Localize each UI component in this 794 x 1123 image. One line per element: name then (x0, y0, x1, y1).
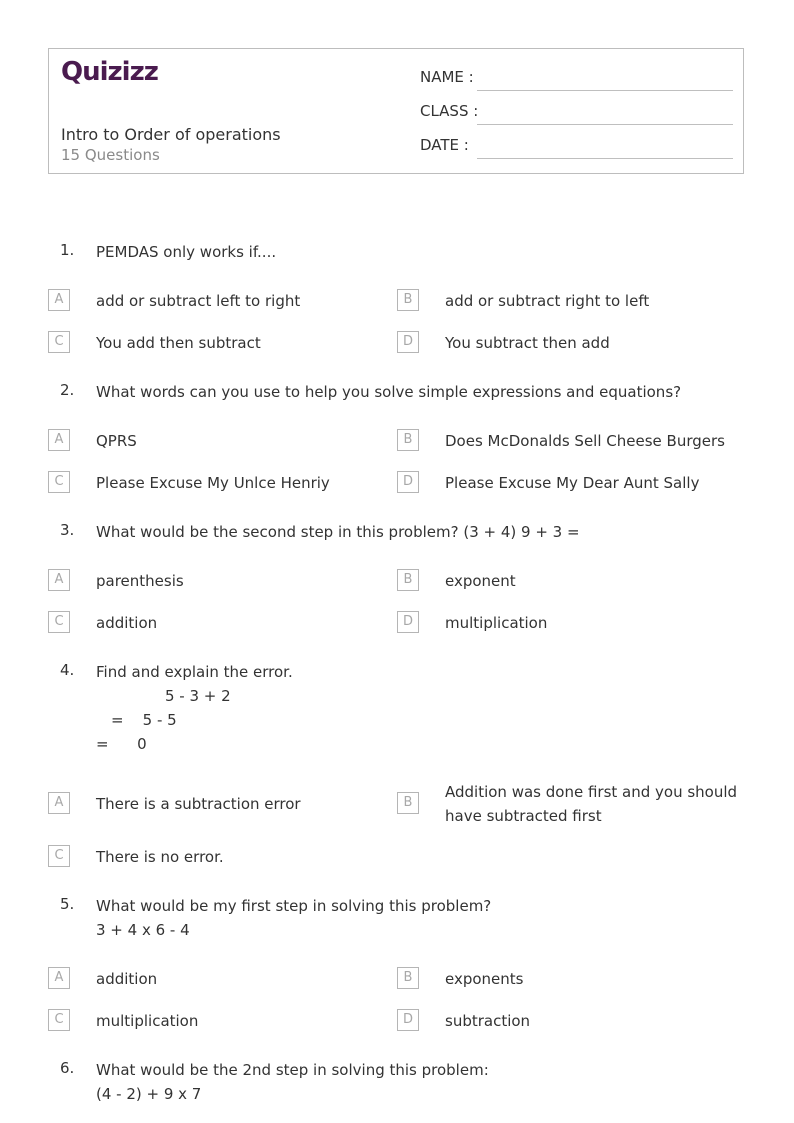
option-text: Please Excuse My Unlce Henriy (96, 474, 330, 492)
option-box[interactable]: D (397, 471, 419, 493)
option-text: You add then subtract (96, 334, 261, 352)
question-expression: (4 - 2) + 9 x 7 (96, 1085, 202, 1103)
question-number: 1. (60, 241, 75, 259)
option-text: add or subtract right to left (445, 292, 650, 310)
option-text: subtraction (445, 1012, 531, 1030)
option-box[interactable]: C (48, 1009, 70, 1031)
question-text: PEMDAS only works if.... (96, 243, 277, 261)
option-box[interactable]: D (397, 611, 419, 633)
question-number: 2. (60, 381, 75, 399)
work-line: 5 - 3 + 2 (165, 687, 231, 705)
option-text: Please Excuse My Dear Aunt Sally (445, 474, 700, 492)
option-box[interactable]: A (48, 289, 70, 311)
option-text: Does McDonalds Sell Cheese Burgers (445, 432, 725, 450)
option-text: multiplication (96, 1012, 199, 1030)
option-box[interactable]: B (397, 792, 419, 814)
question-text: What words can you use to help you solve simple expressions and equations? (96, 383, 682, 401)
option-text: add or subtract left to right (96, 292, 301, 310)
question-number: 5. (60, 895, 75, 913)
option-box[interactable]: C (48, 471, 70, 493)
date-line[interactable] (477, 158, 733, 159)
option-box[interactable]: B (397, 289, 419, 311)
question-number: 6. (60, 1059, 75, 1077)
option-box[interactable]: D (397, 1009, 419, 1031)
option-box[interactable]: A (48, 967, 70, 989)
worksheet-title: Intro to Order of operations (61, 125, 281, 144)
quizizz-logo: Quizizz (61, 57, 158, 87)
option-box[interactable]: A (48, 429, 70, 451)
class-line[interactable] (477, 124, 733, 125)
option-text: You subtract then add (445, 334, 610, 352)
question-number: 3. (60, 521, 75, 539)
work-line: = 0 (96, 735, 147, 753)
option-text: There is no error. (96, 848, 224, 866)
question-text: What would be the second step in this problem? (3 + 4) 9 + 3 = (96, 523, 580, 541)
option-box[interactable]: B (397, 967, 419, 989)
option-box[interactable]: C (48, 331, 70, 353)
option-text: multiplication (445, 614, 548, 632)
option-text: Addition was done first and you should have subtracted first (445, 783, 738, 825)
option-text: exponent (445, 572, 516, 590)
option-box[interactable]: A (48, 569, 70, 591)
name-line[interactable] (477, 90, 733, 91)
worksheet-header (48, 48, 744, 174)
option-text: addition (96, 614, 158, 632)
option-text: QPRS (96, 432, 137, 450)
class-label: CLASS : (420, 102, 479, 120)
name-label: NAME : (420, 68, 474, 86)
question-number: 4. (60, 661, 75, 679)
date-label: DATE : (420, 136, 469, 154)
question-text: What would be the 2nd step in solving this problem: (96, 1061, 489, 1079)
option-box[interactable]: D (397, 331, 419, 353)
option-text: parenthesis (96, 572, 184, 590)
option-text: exponents (445, 970, 524, 988)
question-text: What would be my first step in solving this problem? (96, 897, 492, 915)
option-box[interactable]: B (397, 569, 419, 591)
work-line: = 5 - 5 (111, 711, 177, 729)
option-text: There is a subtraction error (96, 795, 301, 813)
option-box[interactable]: C (48, 611, 70, 633)
question-text: Find and explain the error. (96, 663, 293, 681)
option-text: addition (96, 970, 158, 988)
option-box[interactable]: B (397, 429, 419, 451)
option-box[interactable]: C (48, 845, 70, 867)
option-box[interactable]: A (48, 792, 70, 814)
question-count: 15 Questions (61, 146, 160, 164)
question-expression: 3 + 4 x 6 - 4 (96, 921, 190, 939)
